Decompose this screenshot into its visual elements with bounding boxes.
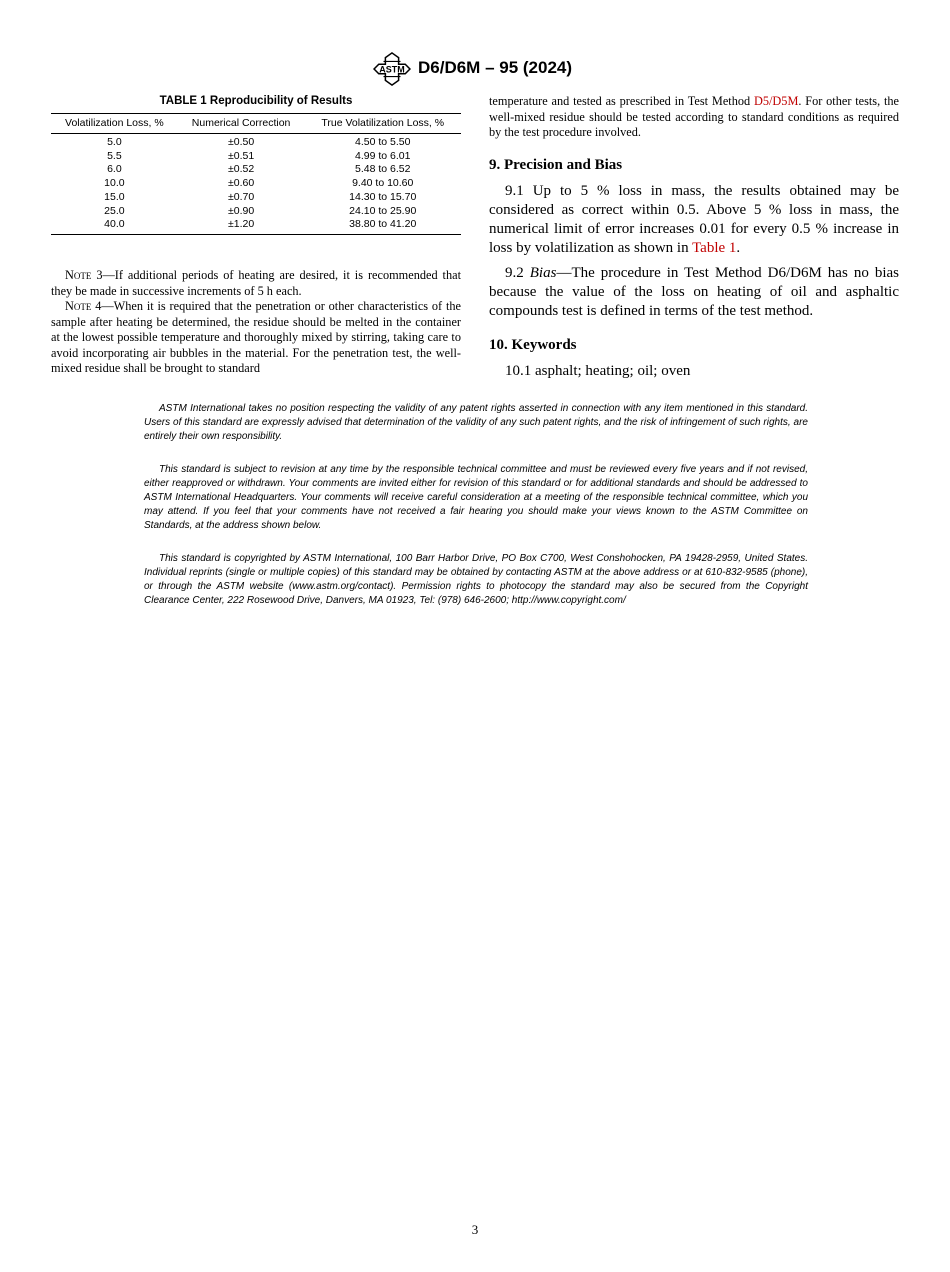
right-column (489, 94, 899, 387)
table-title: TABLE 1 Reproducibility of Results (159, 95, 353, 107)
table-row (51, 163, 461, 177)
paragraph-number: 9.2 (505, 264, 530, 281)
document-designation: D6/D6M – 95 (2024) (418, 58, 573, 77)
table-cell: 9.40 to 10.60 (352, 177, 414, 190)
note-3 (51, 268, 461, 299)
table-cell: ±0.90 (227, 204, 255, 217)
table-cell: 24.10 to 25.90 (349, 204, 417, 217)
paragraph-text: —The procedure in Test Method D6/D6M has no bias because the value of the loss on heating of oil and asphaltic compounds test is defined in terms of the test method. (489, 264, 899, 319)
d5-d5m-link[interactable]: D5/D5M (753, 94, 799, 108)
table-cell: 10.0 (104, 177, 125, 190)
table-cell: 5.0 (107, 136, 122, 148)
table-row (51, 150, 461, 164)
paragraph-9-2 (489, 264, 899, 321)
note-text: 4—When it is required that the penetration or other characteristics of the sample after heating be determined, the residue should be melted in the container at the lowest possible temperature and thoroughly mixed by stirring, taking care to avoid incorporating air bubbles in the material. For the penetration test, the well-mixed residue shall be brought to standard (51, 299, 461, 376)
table-row (51, 218, 461, 234)
table-1-link[interactable]: Table 1 (692, 239, 737, 256)
table-cell: 25.0 (104, 204, 125, 217)
table-cell: 4.50 to 5.50 (354, 136, 411, 148)
column-header: True Volatilization Loss, % (304, 114, 461, 134)
table-row (51, 191, 461, 205)
table-cell: ±0.60 (227, 177, 255, 190)
paragraph-10-1: 10.1 asphalt; heating; oil; oven (505, 362, 691, 379)
section-10-heading: 10. Keywords (489, 336, 577, 353)
column-header: Numerical Correction (178, 114, 305, 134)
svg-text:ASTM: ASTM (379, 64, 405, 75)
page-number: 3 (471, 1222, 479, 1237)
legal-notices (144, 402, 808, 628)
paragraph-text: . (736, 239, 741, 256)
paragraph-text: temperature and tested as prescribed in Test Method (489, 94, 754, 108)
table-cell: 4.99 to 6.01 (354, 149, 411, 162)
section-9-heading: 9. Precision and Bias (489, 156, 623, 173)
astm-logo-icon (373, 52, 411, 86)
note-label: Note (65, 299, 92, 314)
table-cell: ±0.51 (227, 149, 255, 162)
paragraph-9-1 (489, 182, 899, 258)
table-cell: 6.0 (107, 163, 122, 176)
table-cell: 14.30 to 15.70 (349, 190, 417, 203)
table-cell: ±0.50 (227, 136, 255, 148)
table-row (51, 205, 461, 219)
patent-notice: ASTM International takes no position respecting the validity of any patent rights asserted in connection with any item mentioned in this standard. Users of this standard are expressly advised that determination of the validity of any such patent rights, and the risk of infringement of such rights, are entirely their own responsibility. (144, 403, 808, 442)
continued-paragraph (489, 94, 899, 141)
table-cell: ±0.52 (227, 163, 255, 176)
paragraph-subtitle: Bias (529, 264, 557, 281)
copyright-notice: This standard is copyrighted by ASTM International, 100 Barr Harbor Drive, PO Box C700, West Conshohocken, PA 19428-2959, United States. Individual reprints (single or multiple copies) of this standard may be obtained by contacting ASTM at the above address or at 610-832-9585 (phone), or through the ASTM website (www.astm.org/contact). Permission rights to photocopy the standard may also be secured from the Copyright Clearance Center, 222 Rosewood Drive, Danvers, MA 01923, Tel: (978) 646-2600; http://www.copyright.com/ (144, 553, 808, 606)
note-text: 3—If additional periods of heating are desired, it is recommended that they be made in successive increments of 5 h each. (51, 267, 461, 298)
reproducibility-table (51, 113, 461, 235)
table-header-row (51, 114, 461, 134)
left-column (51, 93, 461, 377)
table-row (51, 177, 461, 191)
table-cell: ±0.70 (227, 190, 255, 203)
revision-notice: This standard is subject to revision at any time by the responsible technical committee and must be reviewed every five years and if not revised, either reapproved or withdrawn. Your comments are invited either for revision of this standard or for additional standards and should be addressed to ASTM International Headquarters. Your comments will receive careful consideration at a meeting of the responsible technical committee, which you may attend. If you feel that your comments have not received a fair hearing you should make your views known to the ASTM Committee on Standards, at the address shown below. (144, 464, 808, 531)
note-4 (51, 299, 461, 377)
table-cell: 40.0 (51, 218, 178, 234)
paragraph-text: 9.1 Up to 5 % loss in mass, the results obtained may be considered as correct within 0.5. Above 5 % loss in mass, the numerical limit of error increases 0.01 for every 0.5 % increase in loss by volatilization as shown in (489, 182, 899, 256)
table-cell: 5.5 (107, 149, 122, 162)
table-cell: 15.0 (104, 190, 125, 203)
table-cell: 5.48 to 6.52 (354, 163, 411, 176)
column-header: Volatilization Loss, % (51, 114, 178, 134)
paragraph-text: . For other tests, the well-mixed residue should be tested according to standard conditions as required by the test procedure involved. (489, 94, 899, 140)
table-row (51, 134, 461, 150)
note-label: Note (65, 267, 92, 282)
table-cell: ±1.20 (178, 218, 305, 234)
table-cell: 38.80 to 41.20 (304, 218, 461, 234)
page-header (0, 52, 950, 88)
